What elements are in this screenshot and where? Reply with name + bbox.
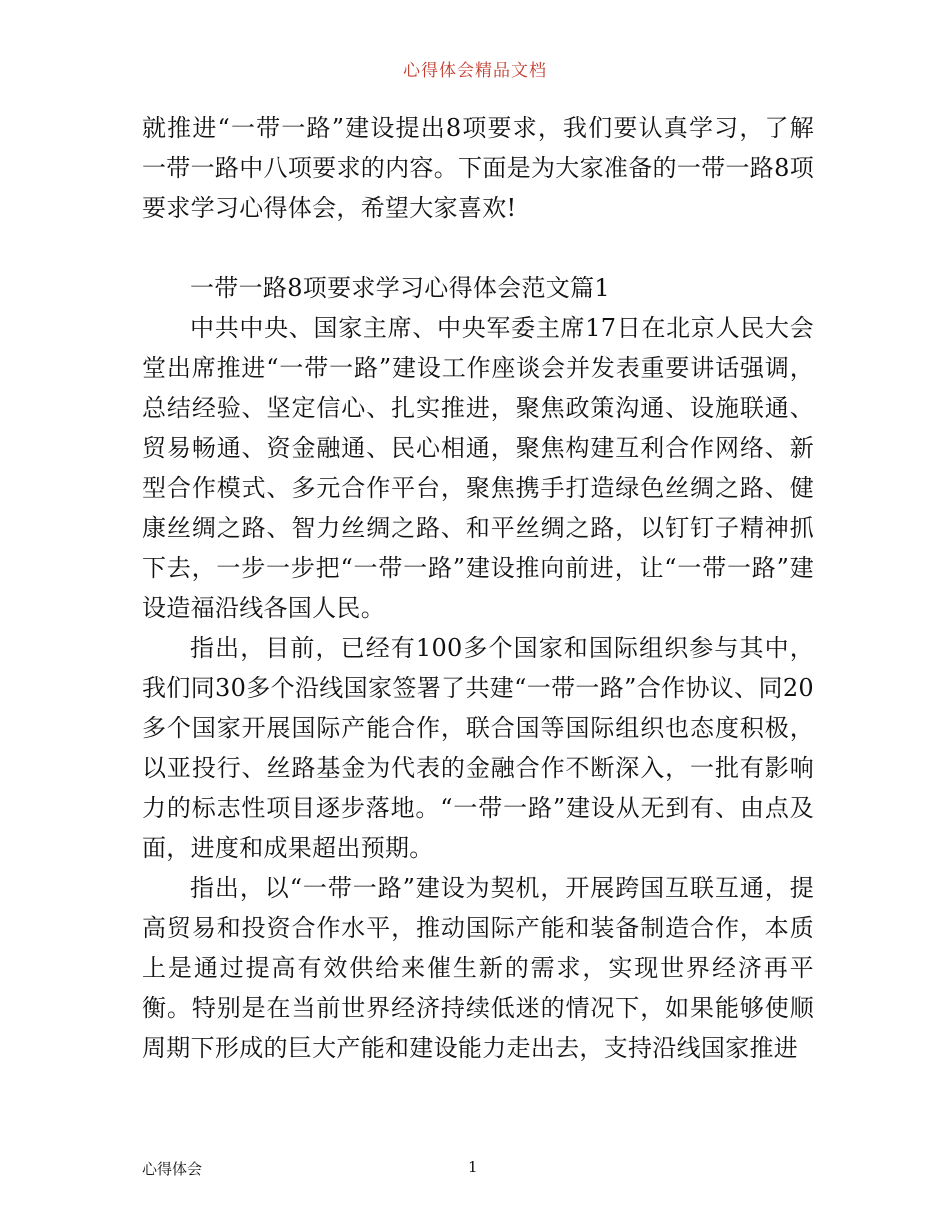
paragraph-spacer [142, 228, 814, 268]
body-paragraph-2: 指出，目前，已经有100多个国家和国际组织参与其中，我们同30多个沿线国家签署了共建“一带一路”合作协议、同20多个国家开展国际产能合作，联合国等国际组织也态度积极，以亚投行、丝路基金为代表的金融合作不断深入，一批有影响力的标志性项目逐步落地。“一带一路”建设从无到有、由点及面，进度和成果超出预期。 [142, 634, 814, 862]
section-title: 一带一路8项要求学习心得体会范文篇1 [190, 274, 610, 302]
body-paragraph-3: 指出，以“一带一路”建设为契机，开展跨国互联互通，提高贸易和投资合作水平，推动国际产能和装备制造合作，本质上是通过提高有效供给来催生新的需求，实现世界经济再平衡。特别是在当前世界经济持续低迷的情况下，如果能够使顺周期下形成的巨大产能和建设能力走出去，支持沿线国家推进 [142, 874, 814, 1062]
footer-label: 心得体会 [142, 1160, 203, 1178]
page-header-title: 心得体会精品文档 [403, 61, 547, 81]
intro-paragraph: 就推进“一带一路”建设提出8项要求，我们要认真学习，了解一带一路中八项要求的内容。下面是为大家准备的一带一路8项要求学习心得体会，希望大家喜欢! [142, 114, 814, 222]
document-body [142, 108, 814, 1068]
body-paragraph-1: 中共中央、国家主席、中央军委主席17日在北京人民大会堂出席推进“一带一路”建设工作座谈会并发表重要讲话强调，总结经验、坚定信心、扎实推进，聚焦政策沟通、设施联通、贸易畅通、资金融通、民心相通，聚焦构建互利合作网络、新型合作模式、多元合作平台，聚焦携手打造绿色丝绸之路、健康丝绸之路、智力丝绸之路、和平丝绸之路，以钉钉子精神抓下去，一步一步把“一带一路”建设推向前进，让“一带一路”建设造福沿线各国人民。 [142, 314, 814, 622]
page-number: 1 [468, 1158, 478, 1176]
